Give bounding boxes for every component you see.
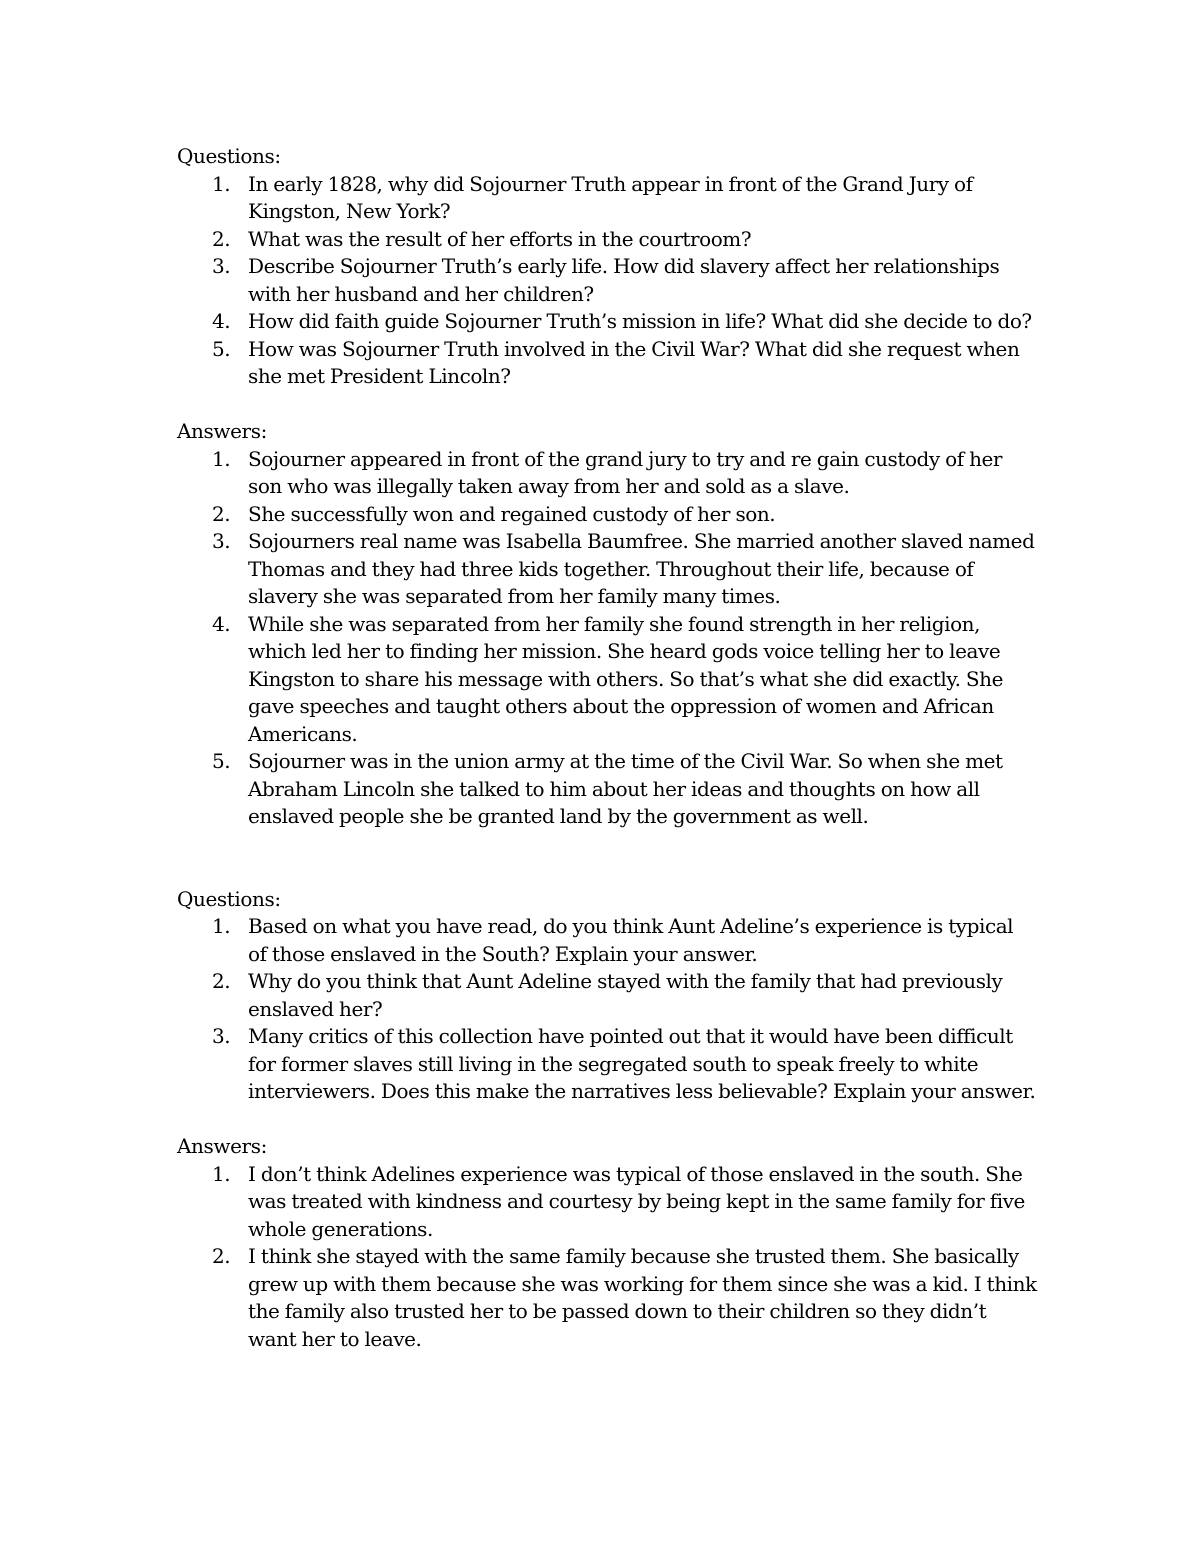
section-heading: Questions:: [177, 886, 281, 911]
item-text: While she was separated from her family she found strength in her religion, which led her to finding her mission. She heard gods voice telling her to leave Kingston to share his message with others. So that’s what she did exactly. She gave speeches and taught others about the oppression of women and African Americans.: [248, 611, 1003, 746]
item-number: 2.: [212, 226, 231, 251]
answers-section-2: [177, 1133, 1037, 1353]
item-text: Sojourner appeared in front of the grand jury to try and re gain custody of her son who was illegally taken away from her and sold as a slave.: [248, 446, 1003, 498]
item-text: How did faith guide Sojourner Truth’s mission in life? What did she decide to do?: [248, 309, 1032, 333]
item-number: 4.: [212, 309, 231, 333]
questions-section-2: [177, 886, 1037, 1106]
list-item: [177, 748, 1037, 831]
item-text: I don’t think Adelines experience was typical of those enslaved in the south. She was treated with kindness and courtesy by being kept in the same family for five whole generations.: [248, 1161, 1025, 1241]
item-text: Why do you think that Aunt Adeline stayed with the family that had previously enslaved her?: [248, 969, 1003, 1021]
list-item: [177, 1243, 1037, 1353]
questions-list: [177, 913, 1037, 1106]
list-item: [177, 913, 1037, 968]
item-text: Sojourners real name was Isabella Baumfree. She married another slaved named Thomas and they had three kids together. Throughout their life, because of slavery she was separated from her family many times.: [248, 529, 1035, 608]
answers-section-1: [177, 418, 1037, 831]
item-number: 4.: [212, 611, 231, 636]
list-item: [177, 336, 1037, 391]
spacer: [177, 391, 1037, 419]
item-number: 1.: [212, 1161, 231, 1186]
spacer: [177, 1106, 1037, 1134]
questions-section-1: [177, 143, 1037, 391]
section-heading: Questions:: [177, 144, 281, 168]
item-text: What was the result of her efforts in the courtroom?: [248, 226, 752, 251]
list-item: [177, 226, 1037, 254]
item-text: In early 1828, why did Sojourner Truth appear in front of the Grand Jury of Kingston, New York?: [248, 171, 973, 223]
item-number: 2.: [212, 501, 231, 526]
list-item: [177, 528, 1037, 611]
list-item: [177, 968, 1037, 1023]
list-item: [177, 446, 1037, 501]
section-heading: Answers:: [177, 419, 267, 443]
item-number: 2.: [212, 969, 231, 993]
item-text: I think she stayed with the same family because she trusted them. She basically grew up with them because she was working for them since she was a kid. I think the family also trusted her to be passed down to their children so they didn’t want her to leave.: [248, 1244, 1037, 1351]
list-item: [177, 1023, 1037, 1106]
item-text: How was Sojourner Truth involved in the Civil War? What did she request when she met President Lincoln?: [248, 336, 1020, 388]
item-text: Describe Sojourner Truth’s early life. How did slavery affect her relationships with her husband and her children?: [248, 254, 1000, 306]
list-item: [177, 253, 1037, 308]
document-page: [177, 143, 1037, 1353]
item-number: 3.: [212, 254, 231, 278]
item-text: Many critics of this collection have pointed out that it would have been difficult for former slaves still living in the segregated south to speak freely to white interviewers. Does this make the narratives less believable? Explain your answer.: [248, 1024, 1036, 1103]
list-item: [177, 308, 1037, 336]
item-number: 5.: [212, 336, 231, 361]
list-item: [177, 171, 1037, 226]
questions-list: [177, 171, 1037, 391]
list-item: [177, 501, 1037, 529]
item-number: 3.: [212, 1024, 231, 1048]
item-number: 5.: [212, 749, 231, 773]
spacer: [177, 831, 1037, 886]
item-text: Based on what you have read, do you think Aunt Adeline’s experience is typical of those enslaved in the South? Explain your answer.: [248, 914, 1014, 966]
item-number: 2.: [212, 1244, 231, 1268]
item-number: 1.: [212, 914, 231, 938]
answers-list: [177, 446, 1037, 831]
item-text: She successfully won and regained custody of her son.: [248, 501, 776, 526]
section-heading: Answers:: [177, 1134, 267, 1158]
item-number: 1.: [212, 446, 231, 471]
answers-list: [177, 1161, 1037, 1354]
list-item: [177, 1161, 1037, 1244]
item-number: 1.: [212, 171, 231, 196]
list-item: [177, 611, 1037, 749]
item-number: 3.: [212, 529, 231, 553]
item-text: Sojourner was in the union army at the time of the Civil War. So when she met Abraham Lincoln she talked to him about her ideas and thoughts on how all enslaved people she be granted land by the government as well.: [248, 749, 1003, 828]
